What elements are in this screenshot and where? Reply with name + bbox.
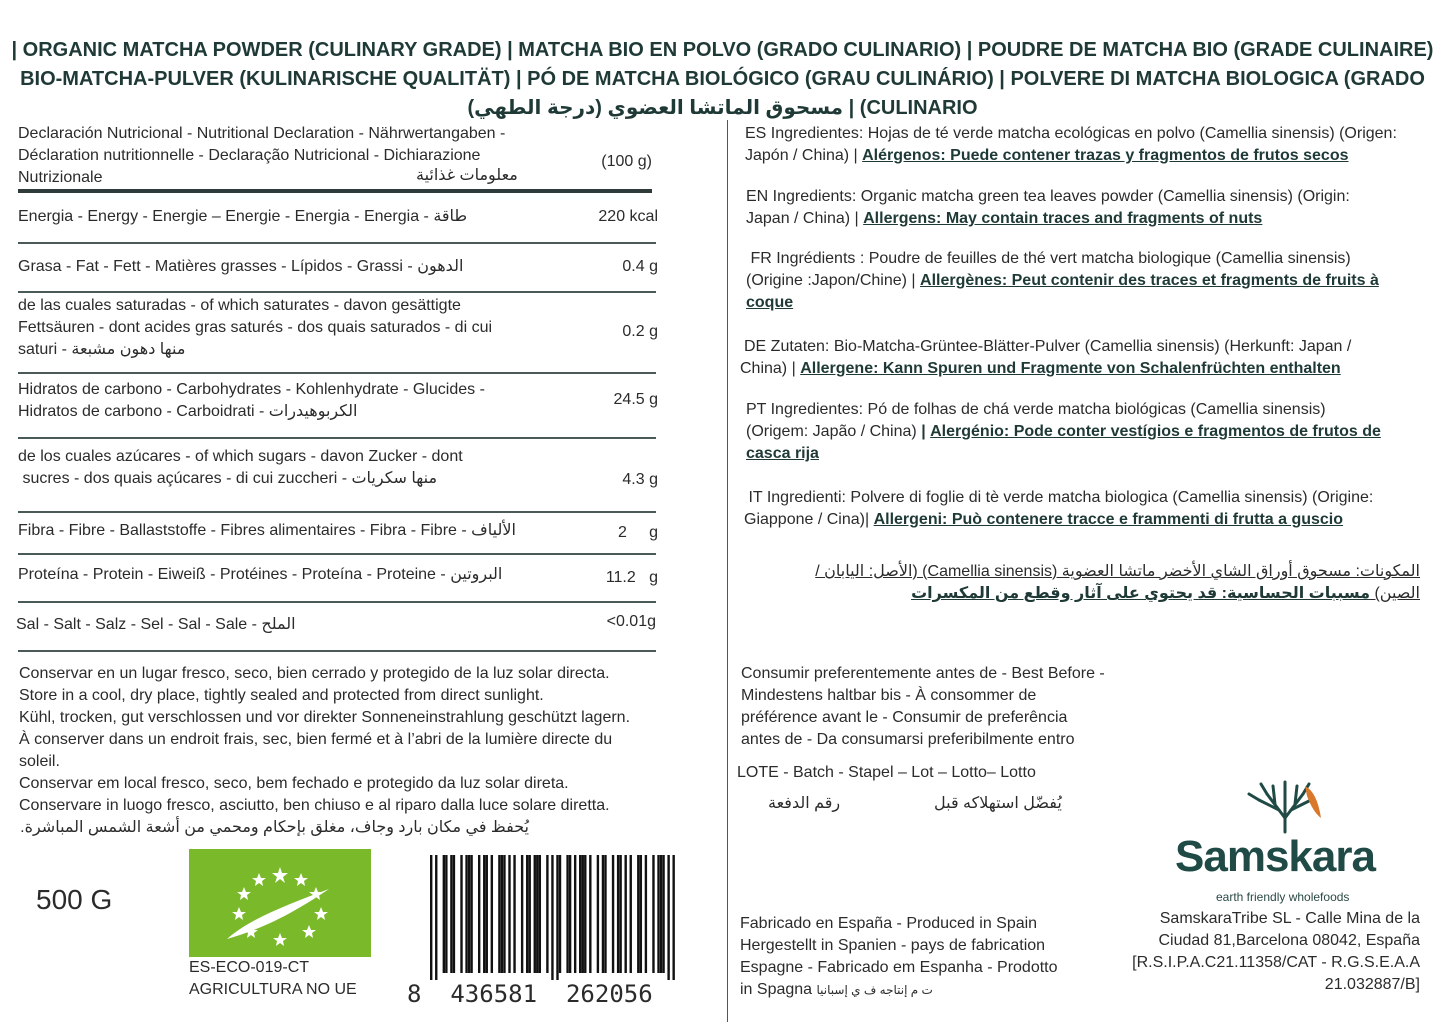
barcode-bar bbox=[597, 855, 599, 973]
ingredients-text: المكونات: مسحوق أوراق الشاي الأخضر ماتشا العضوية (Camellia sinensis) (الأصل: اليابان / bbox=[815, 563, 1420, 580]
column-divider bbox=[727, 120, 728, 1022]
barcode-number bbox=[407, 980, 653, 1008]
barcode-bar bbox=[430, 855, 432, 980]
barcode-bar bbox=[559, 855, 561, 973]
nutrition-value: 0.4 g bbox=[622, 258, 658, 275]
barcode-bar bbox=[582, 855, 584, 973]
nutrition-value: <0.01g bbox=[606, 613, 656, 630]
ingredients-text: Giappone / Cina)| bbox=[744, 511, 870, 528]
barcode-bar bbox=[667, 855, 669, 980]
nutrition-label-arabic: الكربوهيدرات bbox=[268, 403, 358, 420]
barcode-bar bbox=[435, 855, 437, 980]
lot-label: LOTE - Batch - Stapel – Lot – Lotto– Lotto bbox=[737, 764, 1036, 781]
barcode-bar bbox=[574, 855, 576, 973]
barcode bbox=[430, 855, 675, 980]
nutrition-label: de las cuales saturadas - of which saturates - davon gesättigte bbox=[18, 297, 461, 314]
barcode-bar bbox=[617, 855, 619, 973]
barcode-bar bbox=[486, 855, 488, 973]
barcode-bar bbox=[589, 855, 591, 973]
allergen-text: Allergènes: Peut contenir des traces et fragments de fruits à bbox=[920, 272, 1379, 289]
barcode-bar bbox=[556, 855, 558, 980]
best-before-block bbox=[741, 663, 1141, 751]
barcode-bar bbox=[612, 855, 614, 973]
barcode-bar bbox=[491, 855, 493, 973]
barcode-bar bbox=[566, 855, 568, 973]
nutrition-value: 220 kcal bbox=[598, 208, 658, 225]
nutrition-label: Hidratos de carbono - Carbohydrates - Kohlenhydrate - Glucides - bbox=[18, 381, 485, 398]
address-line: SamskaraTribe SL - Calle Mina de la bbox=[1159, 910, 1420, 927]
allergen-text: مسببات الحساسية: قد يحتوي على آثار وقطع من المكسرات bbox=[911, 585, 1371, 602]
row-rule bbox=[18, 511, 656, 513]
allergen-text: Allergeni: Può contenere tracce e frammenti di frutta a guscio bbox=[873, 511, 1344, 528]
samskara-logo-mark bbox=[1245, 778, 1325, 834]
barcode-bar bbox=[534, 855, 536, 973]
nutrition-label-arabic: الألياف bbox=[471, 522, 516, 539]
barcode-bar bbox=[445, 855, 447, 973]
barcode-bar bbox=[602, 855, 604, 973]
made-in-arabic: ت م إنتاجه ف ي إسبانيا bbox=[816, 983, 933, 997]
storage-it: Conservare in luogo fresco, asciutto, ben chiuso e al riparo dalla luce solare diretta. bbox=[19, 797, 610, 814]
barcode-bar bbox=[637, 855, 639, 973]
nutrition-label: sucres - dos quais açúcares - di cui zuccheri - bbox=[18, 470, 348, 487]
nutrition-label: Fettsäuren - dont acides gras saturés - dos quais saturados - di cui bbox=[18, 319, 493, 336]
barcode-bar bbox=[465, 855, 467, 973]
storage-instructions bbox=[19, 663, 709, 839]
ingredients-text: الصين) bbox=[1374, 585, 1420, 602]
barcode-bar bbox=[539, 855, 541, 973]
row-rule bbox=[18, 437, 656, 439]
organic-certification bbox=[189, 957, 357, 1001]
allergen-text: coque bbox=[746, 294, 794, 311]
nutrition-label: Energia - Energy - Energie – Energie - Energia - Energia - bbox=[18, 208, 429, 225]
nutrition-value: 11.2 g bbox=[605, 569, 658, 586]
ingredients-en bbox=[746, 186, 1445, 230]
storage-fr: À conserver dans un endroit frais, sec, bien fermé et à l’abri de la lumière directe du bbox=[19, 731, 613, 748]
nutrition-value: 4.3 g bbox=[622, 471, 658, 488]
barcode-bar bbox=[630, 855, 632, 973]
barcode-bar bbox=[529, 855, 531, 973]
ingredients-text: PT Ingredientes: Pó de folhas de chá verde matcha biológicas (Camellia sinensis) bbox=[746, 401, 1326, 418]
ingredients-text: (Origem: Japão / China) bbox=[746, 423, 917, 440]
nutrition-label-arabic: الملح bbox=[261, 616, 296, 633]
ingredients-text: Japón / China) | bbox=[745, 147, 858, 164]
barcode-bar bbox=[584, 855, 586, 973]
barcode-bar bbox=[483, 855, 485, 973]
row-rule bbox=[18, 553, 656, 555]
allergen-text: Alergénio: Pode conter vestígios e fragmentos de frutos de bbox=[930, 423, 1381, 440]
barcode-bar bbox=[569, 855, 571, 973]
address-line: 21.032887/B] bbox=[1324, 976, 1420, 993]
barcode-digits-2: 436581 bbox=[450, 980, 538, 1008]
address-line: Ciudad 81,Barcelona 08042, España bbox=[1158, 932, 1420, 949]
nutrition-header-line3: Nutrizionale bbox=[18, 169, 103, 186]
made-in-line: in Spagna bbox=[740, 981, 813, 998]
barcode-bar bbox=[662, 855, 664, 973]
barcode-bar bbox=[460, 855, 462, 973]
barcode-bar bbox=[468, 855, 470, 973]
nutrition-label-arabic: الدهون bbox=[417, 258, 464, 275]
ingredients-pt: PT Ingredientes: Pó de folhas de chá verde matcha biológicas (Camellia sinensis) (Origem: Japão / China) | Alergénio: Pode conter vestígios e fragmentos de frutos de casca rija bbox=[746, 399, 1445, 465]
barcode-bar bbox=[624, 855, 626, 973]
title-line-2: BIO-MATCHA-PULVER (KULINARISCHE QUALITÄT) | PÓ DE MATCHA BIOLÓGICO (GRAU CULINÁRIO) | POLVERE DI MATCHA BIOLOGICA (GRADO bbox=[20, 68, 1425, 90]
eu-leaf-stars-icon bbox=[189, 849, 371, 957]
nutrition-label: saturi - bbox=[18, 341, 67, 358]
address-line: [R.S.I.P.A.C21.11358/CAT - R.G.S.E.A.A bbox=[1132, 954, 1420, 971]
ingredients-it bbox=[744, 487, 1444, 531]
nutrition-label: Grasa - Fat - Fett - Matières grasses - Lípidos - Grassi - bbox=[18, 258, 413, 275]
barcode-bar bbox=[551, 855, 553, 980]
ingredients-text: China) | bbox=[740, 360, 796, 377]
barcode-bar bbox=[450, 855, 452, 973]
ingredients-fr bbox=[746, 248, 1445, 314]
nutrition-header-arabic: معلومات غذائية bbox=[416, 167, 518, 184]
ingredients-text: FR Ingrédients : Poudre de feuilles de thé vert matcha biologique (Camellia sinensis) bbox=[746, 250, 1351, 267]
barcode-bar bbox=[660, 855, 662, 973]
barcode-bar bbox=[508, 855, 510, 973]
nutrition-label: Sal - Salt - Salz - Sel - Sal - Sale - bbox=[16, 616, 257, 633]
row-rule bbox=[18, 372, 656, 374]
storage-en: Store in a cool, dry place, tightly sealed and protected from direct sunlight. bbox=[19, 687, 544, 704]
ingredients-text: ES Ingredientes: Hojas de té verde matcha ecológicas en polvo (Camellia sinensis) (Origen: bbox=[745, 125, 1397, 142]
barcode-bar bbox=[657, 855, 659, 973]
barcode-bar bbox=[619, 855, 621, 973]
barcode-bar bbox=[478, 855, 480, 973]
made-in-line: Hergestellt in Spanien - pays de fabrication bbox=[740, 937, 1046, 954]
allergen-text: casca rija bbox=[746, 445, 819, 462]
best-before-line: Consumir preferentemente antes de - Best Before - bbox=[741, 665, 1105, 682]
ingredients-ar bbox=[790, 561, 1420, 605]
barcode-bar bbox=[546, 855, 548, 973]
barcode-bar bbox=[443, 855, 445, 973]
nutrition-label: Fibra - Fibre - Ballaststoffe - Fibres alimentaires - Fibra - Fibre - bbox=[18, 522, 467, 539]
barcode-bar bbox=[503, 855, 505, 973]
title-line-1: | ORGANIC MATCHA POWDER (CULINARY GRADE) | MATCHA BIO EN POLVO (GRADO CULINARIO) | POUDRE DE MATCHA BIO (GRADE CULINAIRE) bbox=[11, 39, 1434, 61]
nutrition-header-rule bbox=[18, 189, 652, 193]
barcode-bar bbox=[579, 855, 581, 973]
nutrition-label: Proteína - Protein - Eiweiß - Protéines - Proteína - Proteine - bbox=[18, 566, 446, 583]
coral-tree-icon bbox=[1245, 778, 1325, 834]
nutrition-value: 0.2 g bbox=[622, 323, 658, 340]
ingredients-es bbox=[745, 123, 1445, 167]
barcode-bar bbox=[536, 855, 538, 973]
best-before-arabic: يُفضّل استهلاكه قبل bbox=[934, 795, 1062, 812]
made-in-line: Espagne - Fabricado em Espanha - Prodotto bbox=[740, 959, 1058, 976]
ingredients-text: DE Zutaten: Bio-Matcha-Grüntee-Blätter-Pulver (Camellia sinensis) (Herkunft: Japan / bbox=[744, 338, 1352, 355]
row-rule bbox=[18, 650, 656, 652]
made-in-line: Fabricado en España - Produced in Spain bbox=[740, 915, 1038, 932]
barcode-bar bbox=[645, 855, 647, 973]
barcode-digits-3: 262056 bbox=[565, 980, 653, 1008]
made-in-block bbox=[740, 913, 1100, 1001]
title-line-3: CULINARIO) | مسحوق الماتشا العضوي (درجة الطهي) bbox=[467, 97, 978, 119]
barcode-digit-1: 8 bbox=[407, 980, 422, 1008]
barcode-bar bbox=[498, 855, 500, 973]
best-before-line: préférence avant le - Consumir de preferência bbox=[741, 709, 1068, 726]
nutrition-label-arabic: طاقة bbox=[433, 208, 468, 225]
ingredients-text: EN Ingredients: Organic matcha green tea leaves powder (Camellia sinensis) (Origin: bbox=[746, 188, 1350, 205]
nutrition-label: Hidratos de carbono - Carboidrati - bbox=[18, 403, 265, 420]
barcode-bar bbox=[470, 855, 472, 973]
storage-fr-cont: soleil. bbox=[19, 753, 60, 770]
allergen-text: Allergens: May contain traces and fragments of nuts bbox=[863, 210, 1263, 227]
nutrition-label-arabic: البروتين bbox=[450, 566, 503, 583]
organic-code: ES-ECO-019-CT bbox=[189, 959, 310, 976]
nutrition-header-line2: Déclaration nutritionnelle - Declaração Nutricional - Dichiarazione bbox=[18, 147, 481, 164]
ingredients-text: Japan / China) | bbox=[746, 210, 859, 227]
batch-label-arabic: رقم الدفعة bbox=[768, 795, 841, 812]
storage-es: Conservar en un lugar fresco, seco, bien cerrado y protegido de la luz solar directa. bbox=[19, 665, 610, 682]
ingredients-text: (Origine :Japon/Chine) | bbox=[746, 272, 916, 289]
barcode-bar bbox=[526, 855, 528, 973]
row-rule bbox=[18, 242, 656, 244]
nutrition-label: de los cuales azúcares - of which sugars - davon Zucker - dont bbox=[18, 448, 463, 465]
eu-organic-logo bbox=[189, 849, 371, 957]
best-before-line: antes de - Da consumarsi preferibilmente entro bbox=[741, 731, 1075, 748]
best-before-line: Mindestens haltbar bis - À consommer de bbox=[741, 687, 1037, 704]
organic-origin: AGRICULTURA NO UE bbox=[189, 981, 357, 998]
ingredients-text: IT Ingredienti: Polvere di foglie di tè verde matcha biologica (Camellia sinensis) (Origine: bbox=[744, 489, 1374, 506]
product-title bbox=[0, 36, 1445, 123]
nutrition-label-arabic: منها سكريات bbox=[351, 470, 438, 487]
brand-tagline: earth friendly wholefoods bbox=[1216, 890, 1350, 904]
barcode-bar bbox=[604, 855, 606, 973]
brand-name: Samskara bbox=[1175, 832, 1375, 881]
company-address bbox=[1100, 908, 1420, 996]
storage-pt: Conservar em local fresco, seco, bem fechado e protegido da luz solar direta. bbox=[19, 775, 569, 792]
nutrition-per-100g: (100 g) bbox=[601, 153, 652, 170]
storage-de: Kühl, trocken, gut verschlossen und vor direkter Sonneneinstrahlung geschützt lagern. bbox=[19, 709, 631, 726]
allergen-text: Allergene: Kann Spuren und Fragmente von Schalenfrüchten enthalten bbox=[800, 360, 1341, 377]
nutrition-value: 2 g bbox=[617, 524, 658, 541]
nutrition-value: 24.5 g bbox=[613, 391, 658, 408]
ingredients-de bbox=[740, 336, 1440, 380]
barcode-bar bbox=[640, 855, 642, 973]
barcode-bar bbox=[672, 855, 674, 980]
row-rule bbox=[18, 291, 656, 293]
net-weight: 500 G bbox=[36, 884, 113, 915]
barcode-bar bbox=[501, 855, 503, 973]
allergen-text: Alérgenos: Puede contener trazas y fragmentos de frutos secos bbox=[862, 147, 1349, 164]
row-rule bbox=[18, 601, 656, 603]
nutrition-label-arabic: منها دهون مشبعة bbox=[71, 341, 186, 358]
nutrition-header-line1: Declaración Nutricional - Nutritional Declaration - Nährwertangaben - bbox=[18, 125, 506, 142]
barcode-bar bbox=[652, 855, 654, 973]
barcode-bars bbox=[430, 855, 675, 980]
barcode-bar bbox=[453, 855, 455, 973]
storage-ar: يُحفظ في مكان بارد وجاف، مغلق بإحكام ومحمي من أشعة الشمس المباشرة. bbox=[20, 819, 529, 836]
barcode-bar bbox=[513, 855, 515, 973]
barcode-bar bbox=[521, 855, 523, 973]
